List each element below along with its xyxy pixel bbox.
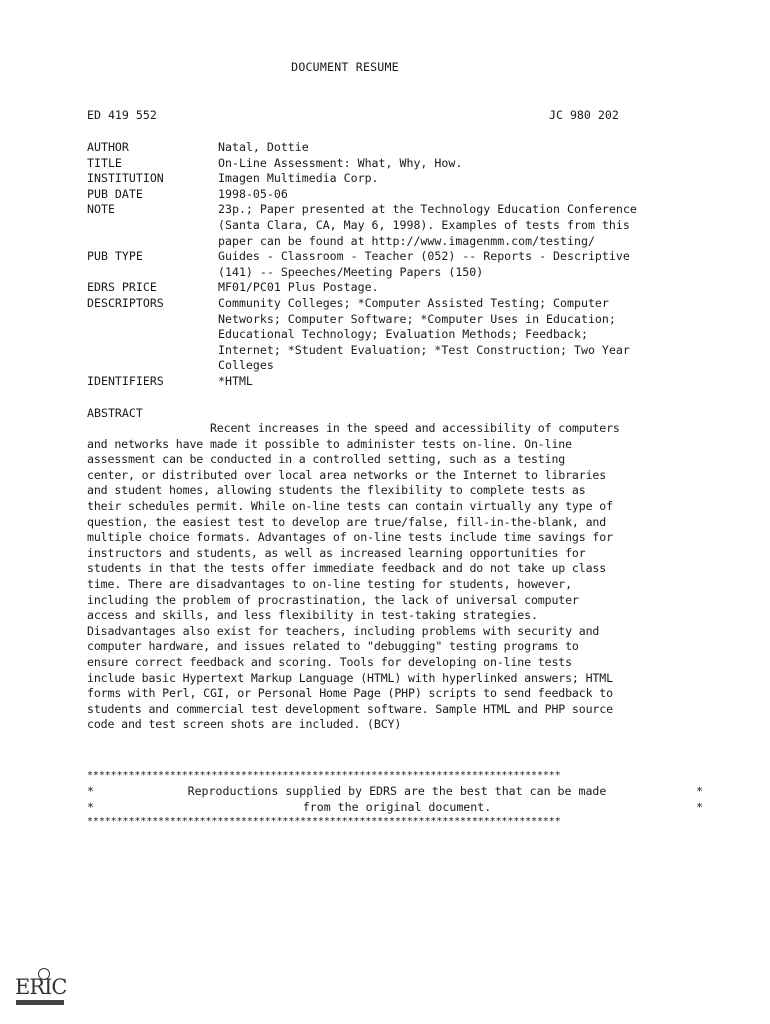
field-value: On-Line Assessment: What, Why, How. bbox=[218, 155, 463, 170]
field-value: 23p.; Paper presented at the Technology Education Conference (Santa Clara, CA, May 6, 1998). Examples of tests from this paper can be found at http://www.imagenmm.com/testing/ bbox=[218, 202, 637, 248]
reproduction-notice bbox=[87, 784, 707, 815]
logo-tagline-bar bbox=[16, 1000, 64, 1005]
bibliographic-fields bbox=[87, 140, 687, 390]
field-value: MF01/PC01 Plus Postage. bbox=[218, 280, 379, 295]
logo-letters: ERIC bbox=[15, 975, 67, 999]
field-label: AUTHOR bbox=[87, 140, 129, 154]
field-label: PUB DATE bbox=[87, 186, 143, 201]
field-row-pub-type bbox=[87, 249, 687, 280]
jc-number: JC 980 202 bbox=[549, 108, 619, 122]
star-edge: * bbox=[87, 784, 94, 798]
reproduction-text: from the original document. bbox=[302, 799, 492, 814]
eric-logo bbox=[15, 968, 67, 1008]
field-label: EDRS PRICE bbox=[87, 280, 157, 295]
document-title: DOCUMENT RESUME bbox=[291, 60, 399, 74]
field-value: Guides - Classroom - Teacher (052) -- Reports - Descriptive (141) -- Speeches/Meeting Papers (150) bbox=[218, 249, 630, 279]
field-label: NOTE bbox=[87, 202, 115, 217]
star-edge: * bbox=[696, 784, 703, 798]
field-row-note bbox=[87, 202, 687, 249]
field-value: 1998-05-06 bbox=[218, 186, 288, 201]
field-row-author bbox=[87, 140, 687, 156]
star-border-bottom: ******************************************************************************** bbox=[87, 816, 561, 827]
reproduction-line bbox=[87, 784, 707, 800]
field-row-descriptors bbox=[87, 296, 687, 374]
field-label: DESCRIPTORS bbox=[87, 295, 164, 310]
field-label: IDENTIFIERS bbox=[87, 373, 164, 388]
field-label: TITLE bbox=[87, 155, 122, 170]
field-row-institution bbox=[87, 171, 687, 187]
reproduction-line bbox=[87, 800, 707, 816]
field-row-edrs-price bbox=[87, 280, 687, 296]
star-edge: * bbox=[87, 799, 94, 814]
field-value: *HTML bbox=[218, 373, 253, 388]
field-value: Community Colleges; *Computer Assisted Testing; Computer Networks; Computer Software; *Computer Uses in Education; Educational Technology; Evaluation Methods; Feedback; Internet; *Student Evaluation; *Test Construction; Two Year Colleges bbox=[218, 295, 630, 373]
field-label: PUB TYPE bbox=[87, 249, 143, 264]
field-row-identifiers bbox=[87, 374, 687, 390]
reproduction-text: Reproductions supplied by EDRS are the best that can be made bbox=[187, 784, 607, 798]
star-edge: * bbox=[696, 799, 703, 814]
abstract-text: Recent increases in the speed and accessibility of computers and networks have made it possible to administer tests on-line. On-line assessment can be conducted in a controlled setting, such as a testing center, or distributed over local area networks or the Internet to libraries and student homes, allowing students the flexibility to complete tests as their schedules permit. While on-line tests can contain virtually any type of question, the easiest test to develop are true/false, fill-in-the-blank, and multiple choice formats. Advantages of on-line tests include time savings for instructors and students, as well as increased learning opportunities for students in that the tests offer immediate feedback and do not take up class time. There are disadvantages to on-line testing for students, however, including the problem of procrastination, the lack of universal computer access and skills, and less flexibility in test-taking strategies. Disadvantages also exist for teachers, including problems with security and computer hardware, and issues related to "debugging" testing programs to ensure correct feedback and scoring. Tools for developing on-line tests include basic Hypertext Markup Language (HTML) with hyperlinked answers; HTML forms with Perl, CGI, or Personal Home Page (PHP) scripts to send feedback to students and commercial test development software. Sample HTML and PHP source code and test screen shots are included. (BCY) bbox=[87, 421, 620, 732]
field-value: Imagen Multimedia Corp. bbox=[218, 171, 379, 186]
abstract-label: ABSTRACT bbox=[87, 406, 143, 420]
field-row-pub-date bbox=[87, 187, 687, 203]
field-value: Natal, Dottie bbox=[218, 140, 309, 154]
field-row-title bbox=[87, 156, 687, 172]
star-border-top: ******************************************************************************** bbox=[87, 770, 561, 781]
field-label: INSTITUTION bbox=[87, 171, 164, 186]
ed-number: ED 419 552 bbox=[87, 108, 157, 122]
